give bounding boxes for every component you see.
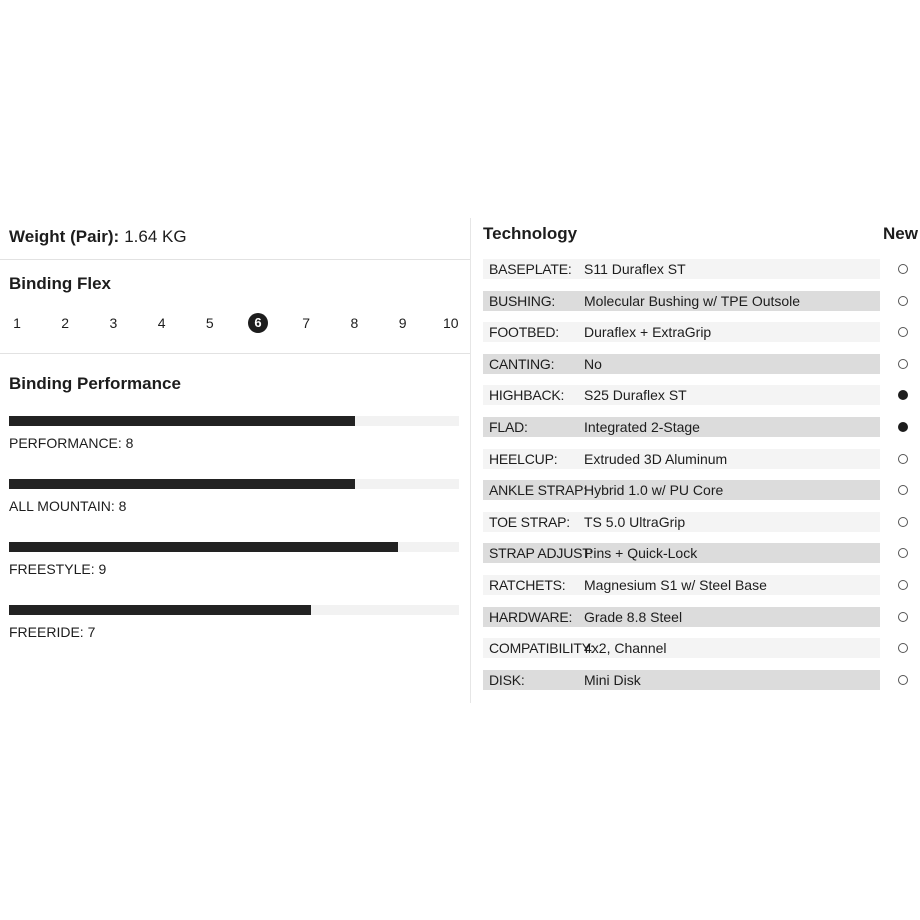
performance-label: FREERIDE: 7 xyxy=(9,624,96,640)
technology-key: BASEPLATE: xyxy=(489,261,572,277)
binding-performance-title: Binding Performance xyxy=(9,374,181,393)
technology-key: STRAP ADJUST: xyxy=(489,545,593,562)
flex-value-4: 4 xyxy=(157,315,166,331)
new-indicator-empty-icon xyxy=(898,485,908,495)
technology-value: Hybrid 1.0 w/ PU Core xyxy=(584,482,724,499)
new-indicator-filled-icon xyxy=(898,422,908,432)
technology-row-bar xyxy=(483,543,880,563)
technology-row xyxy=(483,354,920,386)
flex-value-6: 6 xyxy=(248,313,268,333)
flex-value-10: 10 xyxy=(443,315,459,331)
technology-value: S11 Duraflex ST xyxy=(584,261,686,277)
weight-value: 1.64 KG xyxy=(124,227,187,246)
technology-value: 4x2, Channel xyxy=(584,640,667,657)
technology-key: FOOTBED: xyxy=(489,324,559,341)
new-indicator-empty-icon xyxy=(898,548,908,558)
technology-key: ANKLE STRAP: xyxy=(489,482,587,499)
technology-row-bar xyxy=(483,259,880,279)
technology-row xyxy=(483,670,920,702)
technology-row-bar xyxy=(483,291,880,311)
technology-row xyxy=(483,385,920,417)
technology-key: HIGHBACK: xyxy=(489,387,565,404)
technology-row-bar xyxy=(483,607,880,627)
technology-key: DISK: xyxy=(489,671,525,688)
technology-value: Magnesium S1 w/ Steel Base xyxy=(584,576,767,593)
new-indicator-empty-icon xyxy=(898,517,908,527)
technology-row-bar xyxy=(483,638,880,658)
technology-row xyxy=(483,575,920,607)
new-indicator-empty-icon xyxy=(898,454,908,464)
flex-value-7: 7 xyxy=(302,315,311,331)
technology-row-bar xyxy=(483,354,880,374)
technology-row-bar xyxy=(483,670,880,690)
technology-table xyxy=(483,259,920,701)
performance-bar-fill xyxy=(9,542,398,552)
technology-row xyxy=(483,291,920,323)
performance-bar-track xyxy=(9,416,459,426)
technology-row-bar xyxy=(483,417,880,437)
new-indicator-empty-icon xyxy=(898,612,908,622)
performance-bar-fill xyxy=(9,416,355,426)
technology-value: Molecular Bushing w/ TPE Outsole xyxy=(584,292,801,309)
technology-row xyxy=(483,512,920,544)
technology-row-bar xyxy=(483,449,880,469)
technology-key: TOE STRAP: xyxy=(489,513,570,530)
weight-label: Weight (Pair): xyxy=(9,227,120,246)
flex-value-5: 5 xyxy=(205,315,214,331)
technology-row-bar xyxy=(483,322,880,342)
technology-value: Extruded 3D Aluminum xyxy=(584,450,728,467)
technology-row xyxy=(483,480,920,512)
binding-performance-section xyxy=(0,354,470,654)
technology-row xyxy=(483,607,920,639)
performance-bar-track xyxy=(9,479,459,489)
technology-row xyxy=(483,259,920,291)
new-indicator-filled-icon xyxy=(898,390,908,400)
technology-value: Grade 8.8 Steel xyxy=(584,608,683,625)
performance-bar-track xyxy=(9,542,459,552)
technology-row-bar xyxy=(483,385,880,405)
new-indicator-empty-icon xyxy=(898,643,908,653)
technology-row xyxy=(483,449,920,481)
column-divider xyxy=(470,218,471,703)
flex-value-3: 3 xyxy=(109,315,118,331)
technology-title: Technology xyxy=(483,224,578,243)
technology-key: RATCHETS: xyxy=(489,576,566,593)
technology-row xyxy=(483,543,920,575)
technology-row xyxy=(483,417,920,449)
technology-value: S25 Duraflex ST xyxy=(584,387,687,404)
technology-row xyxy=(483,638,920,670)
technology-value: No xyxy=(584,355,602,372)
performance-bar-fill xyxy=(9,479,355,489)
technology-row-bar xyxy=(483,512,880,532)
new-indicator-empty-icon xyxy=(898,264,908,274)
technology-value: Pins + Quick-Lock xyxy=(584,545,698,562)
performance-bar-track xyxy=(9,605,459,615)
new-column-title: New xyxy=(883,224,918,243)
technology-key: CANTING: xyxy=(489,355,555,372)
technology-key: HEELCUP: xyxy=(489,450,558,467)
flex-value-8: 8 xyxy=(350,315,359,331)
binding-flex-title: Binding Flex xyxy=(9,274,111,293)
technology-row-bar xyxy=(483,575,880,595)
flex-value-9: 9 xyxy=(398,315,407,331)
new-indicator-empty-icon xyxy=(898,327,908,337)
technology-value: Duraflex + ExtraGrip xyxy=(584,324,712,341)
new-indicator-empty-icon xyxy=(898,675,908,685)
technology-row xyxy=(483,322,920,354)
technology-key: HARDWARE: xyxy=(489,608,573,625)
performance-label: PERFORMANCE: 8 xyxy=(9,435,134,451)
technology-key: BUSHING: xyxy=(489,292,556,309)
technology-value: Mini Disk xyxy=(584,671,641,688)
technology-row-bar xyxy=(483,480,880,500)
spec-left-column xyxy=(0,215,470,654)
flex-value-2: 2 xyxy=(61,315,70,331)
performance-label: ALL MOUNTAIN: 8 xyxy=(9,498,127,514)
weight-row xyxy=(0,215,470,260)
performance-label: FREESTYLE: 9 xyxy=(9,561,107,577)
new-indicator-empty-icon xyxy=(898,580,908,590)
performance-bar-fill xyxy=(9,605,311,615)
technology-key: FLAD: xyxy=(489,418,528,435)
technology-value: TS 5.0 UltraGrip xyxy=(584,513,686,530)
new-indicator-empty-icon xyxy=(898,359,908,369)
binding-flex-section xyxy=(0,260,470,354)
flex-value-1: 1 xyxy=(13,315,21,331)
new-indicator-empty-icon xyxy=(898,296,908,306)
technology-value: Integrated 2-Stage xyxy=(584,418,700,435)
technology-key: COMPATIBILITY: xyxy=(489,640,594,657)
